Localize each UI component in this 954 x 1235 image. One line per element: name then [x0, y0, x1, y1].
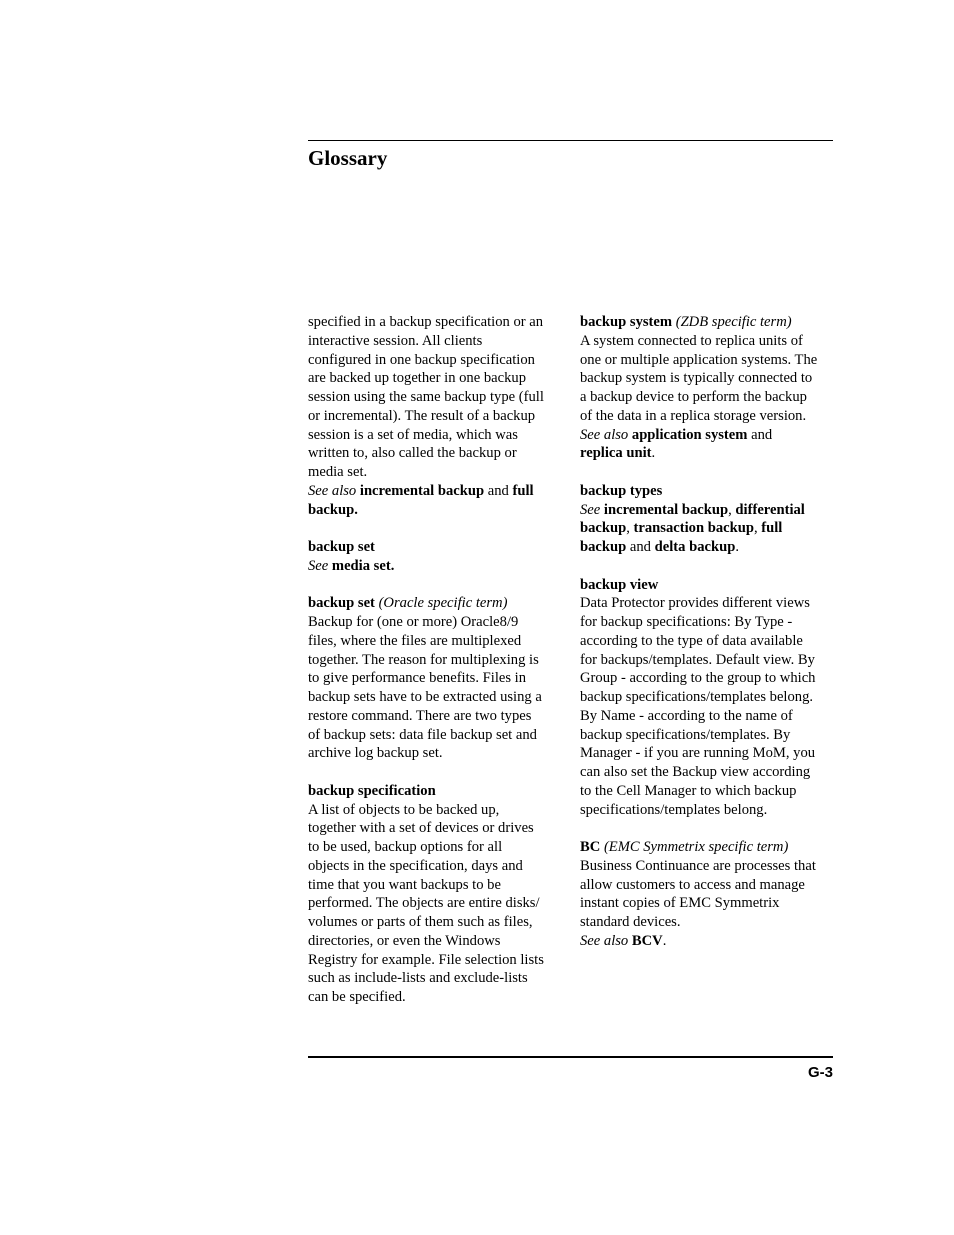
definition-line: backup system is typically connected to	[580, 370, 813, 387]
definition-line: one or multiple application systems. The	[580, 351, 818, 368]
term-bold: incremental backup	[603, 501, 729, 518]
header-rule	[308, 140, 833, 141]
definition-line: Group - according to the group to which	[580, 670, 816, 687]
definition-line: to be used, backup options for all	[308, 839, 503, 855]
definition-line: files, where the files are multiplexed	[308, 632, 522, 649]
definition-line: for backups/templates. Default view. By	[580, 651, 815, 668]
term-bold: replica unit	[580, 445, 652, 462]
see-also-line: See also incremental backup and full	[308, 482, 534, 499]
definition-line: performed. The objects are entire disks/	[308, 895, 540, 912]
italic-label: See	[580, 501, 601, 518]
definition-line: backup specifications/templates belong.	[580, 689, 814, 705]
term-bold: backup specification	[308, 782, 436, 799]
term-bold: backup set	[308, 595, 375, 612]
definition-line: such as include-lists and exclude-lists	[308, 970, 528, 987]
definition-line: written to, also called the backup or	[308, 445, 517, 462]
definition-line: Backup for (one or more) Oracle8/9	[308, 614, 519, 630]
definition-line: objects in the specification, days and	[308, 857, 523, 874]
definition-line: of the data in a replica storage version.	[580, 407, 807, 424]
term-bold: transaction backup	[633, 520, 754, 537]
definition-line: together. The reason for multiplexing is	[308, 651, 539, 668]
italic-label: (EMC Symmetrix specific term)	[603, 839, 789, 855]
definition-line: for backup specifications: By Type -	[580, 614, 793, 630]
glossary-entry	[308, 594, 568, 763]
term-heading	[308, 594, 568, 613]
definition-line: volumes or parts of them such as files,	[308, 914, 533, 930]
definition-line: a backup device to perform the backup	[580, 389, 807, 405]
term-bold: backup types	[580, 482, 663, 499]
term-bold: backup view	[580, 576, 659, 593]
term-bold: application system	[631, 426, 748, 443]
glossary-entry	[308, 782, 568, 1007]
glossary-entry	[580, 576, 842, 820]
footer-rule	[308, 1056, 833, 1058]
definition-line: A list of objects to be backed up,	[308, 801, 500, 818]
term-heading	[308, 782, 568, 801]
see-also-line	[308, 501, 568, 520]
definition-line: restore command. There are two types	[308, 707, 532, 724]
italic-label: See also	[580, 932, 629, 949]
see-line: backup and delta backup.	[580, 539, 739, 555]
term-bold: BCV	[631, 932, 663, 949]
definition-line: Manager - if you are running MoM, you	[580, 745, 816, 762]
definition-line: archive log backup set.	[308, 745, 443, 762]
definition-line: together with a set of devices or drives	[308, 820, 534, 837]
term-heading	[308, 538, 568, 557]
see-also-line: replica unit.	[580, 445, 656, 462]
definition-line: media set.	[308, 464, 368, 480]
definition-line: time that you want backups to be	[308, 876, 501, 893]
definition-line: allow customers to access and manage	[580, 876, 805, 893]
definition-line: to give performance benefits. Files in	[308, 670, 527, 687]
definition-line: session is a set of media, which was	[308, 426, 518, 443]
glossary-entry	[308, 313, 568, 519]
italic-label: (Oracle specific term)	[378, 595, 508, 612]
term-heading	[580, 576, 842, 595]
term-bold: backup system	[580, 314, 673, 330]
italic-label: See	[308, 557, 329, 574]
definition-line: are backed up together in one backup	[308, 370, 527, 387]
term-bold: BC	[580, 839, 601, 855]
term-bold: backup	[580, 539, 627, 555]
see-also-line: See also BCV.	[580, 932, 667, 949]
definition-line: or incremental). The result of a backup	[308, 407, 536, 424]
definition-line: backup sets have to be extracted using a	[308, 689, 542, 705]
term-bold: delta backup	[654, 539, 736, 555]
definition-line: session using the same backup type (full	[308, 389, 544, 405]
definition-line: directories, or even the Windows	[308, 932, 501, 949]
definition-line: can also set the Backup view according	[580, 764, 811, 780]
term-bold: differential	[735, 501, 805, 518]
page-number: G-3	[807, 1064, 833, 1081]
term-bold: full	[512, 482, 534, 499]
definition-line: interactive session. All clients	[308, 332, 483, 349]
see-line: backup, transaction backup, full	[580, 520, 783, 537]
glossary-entry	[580, 838, 842, 951]
definition-line: instant copies of EMC Symmetrix	[580, 895, 780, 912]
definition-line: backup specifications/templates. By	[580, 726, 791, 743]
glossary-entry	[580, 313, 842, 463]
definition-line: to the Cell Manager to which backup	[580, 782, 797, 799]
see-also-line: See also application system and	[580, 426, 773, 443]
italic-label: (ZDB specific term)	[675, 314, 792, 330]
term-heading	[580, 313, 842, 332]
italic-label: See also	[580, 426, 629, 443]
term-bold: incremental backup	[359, 482, 485, 499]
glossary-column-right	[580, 313, 842, 969]
term-bold: backup.	[308, 501, 358, 518]
definition-line: By Name - according to the name of	[580, 707, 793, 724]
term-bold: backup set	[308, 539, 375, 555]
definition-line: A system connected to replica units of	[580, 332, 803, 349]
definition-line: can be specified.	[308, 989, 406, 1005]
definition-line: Data Protector provides different views	[580, 595, 810, 612]
page-title: Glossary	[308, 146, 388, 170]
definition-line: configured in one backup specification	[308, 351, 535, 368]
definition-line: specified in a backup specification or an	[308, 314, 544, 330]
glossary-entry	[308, 538, 568, 576]
term-heading	[580, 838, 842, 857]
term-bold: full	[761, 520, 783, 537]
see-line	[308, 557, 568, 576]
definition-line: Business Continuance are processes that	[580, 857, 816, 874]
glossary-entry	[580, 482, 842, 557]
see-line: See incremental backup, differential	[580, 501, 805, 518]
italic-label: See also	[308, 482, 357, 499]
glossary-column-left	[308, 313, 568, 1026]
term-bold: backup	[580, 520, 627, 537]
term-bold: media set.	[331, 557, 395, 574]
term-heading	[580, 482, 842, 501]
definition-line: of backup sets: data file backup set and	[308, 726, 537, 743]
definition-line: specifications/templates belong.	[580, 801, 768, 818]
definition-line: according to the type of data available	[580, 632, 803, 649]
definition-line: Registry for example. File selection lists	[308, 951, 544, 968]
definition-line: standard devices.	[580, 914, 681, 930]
